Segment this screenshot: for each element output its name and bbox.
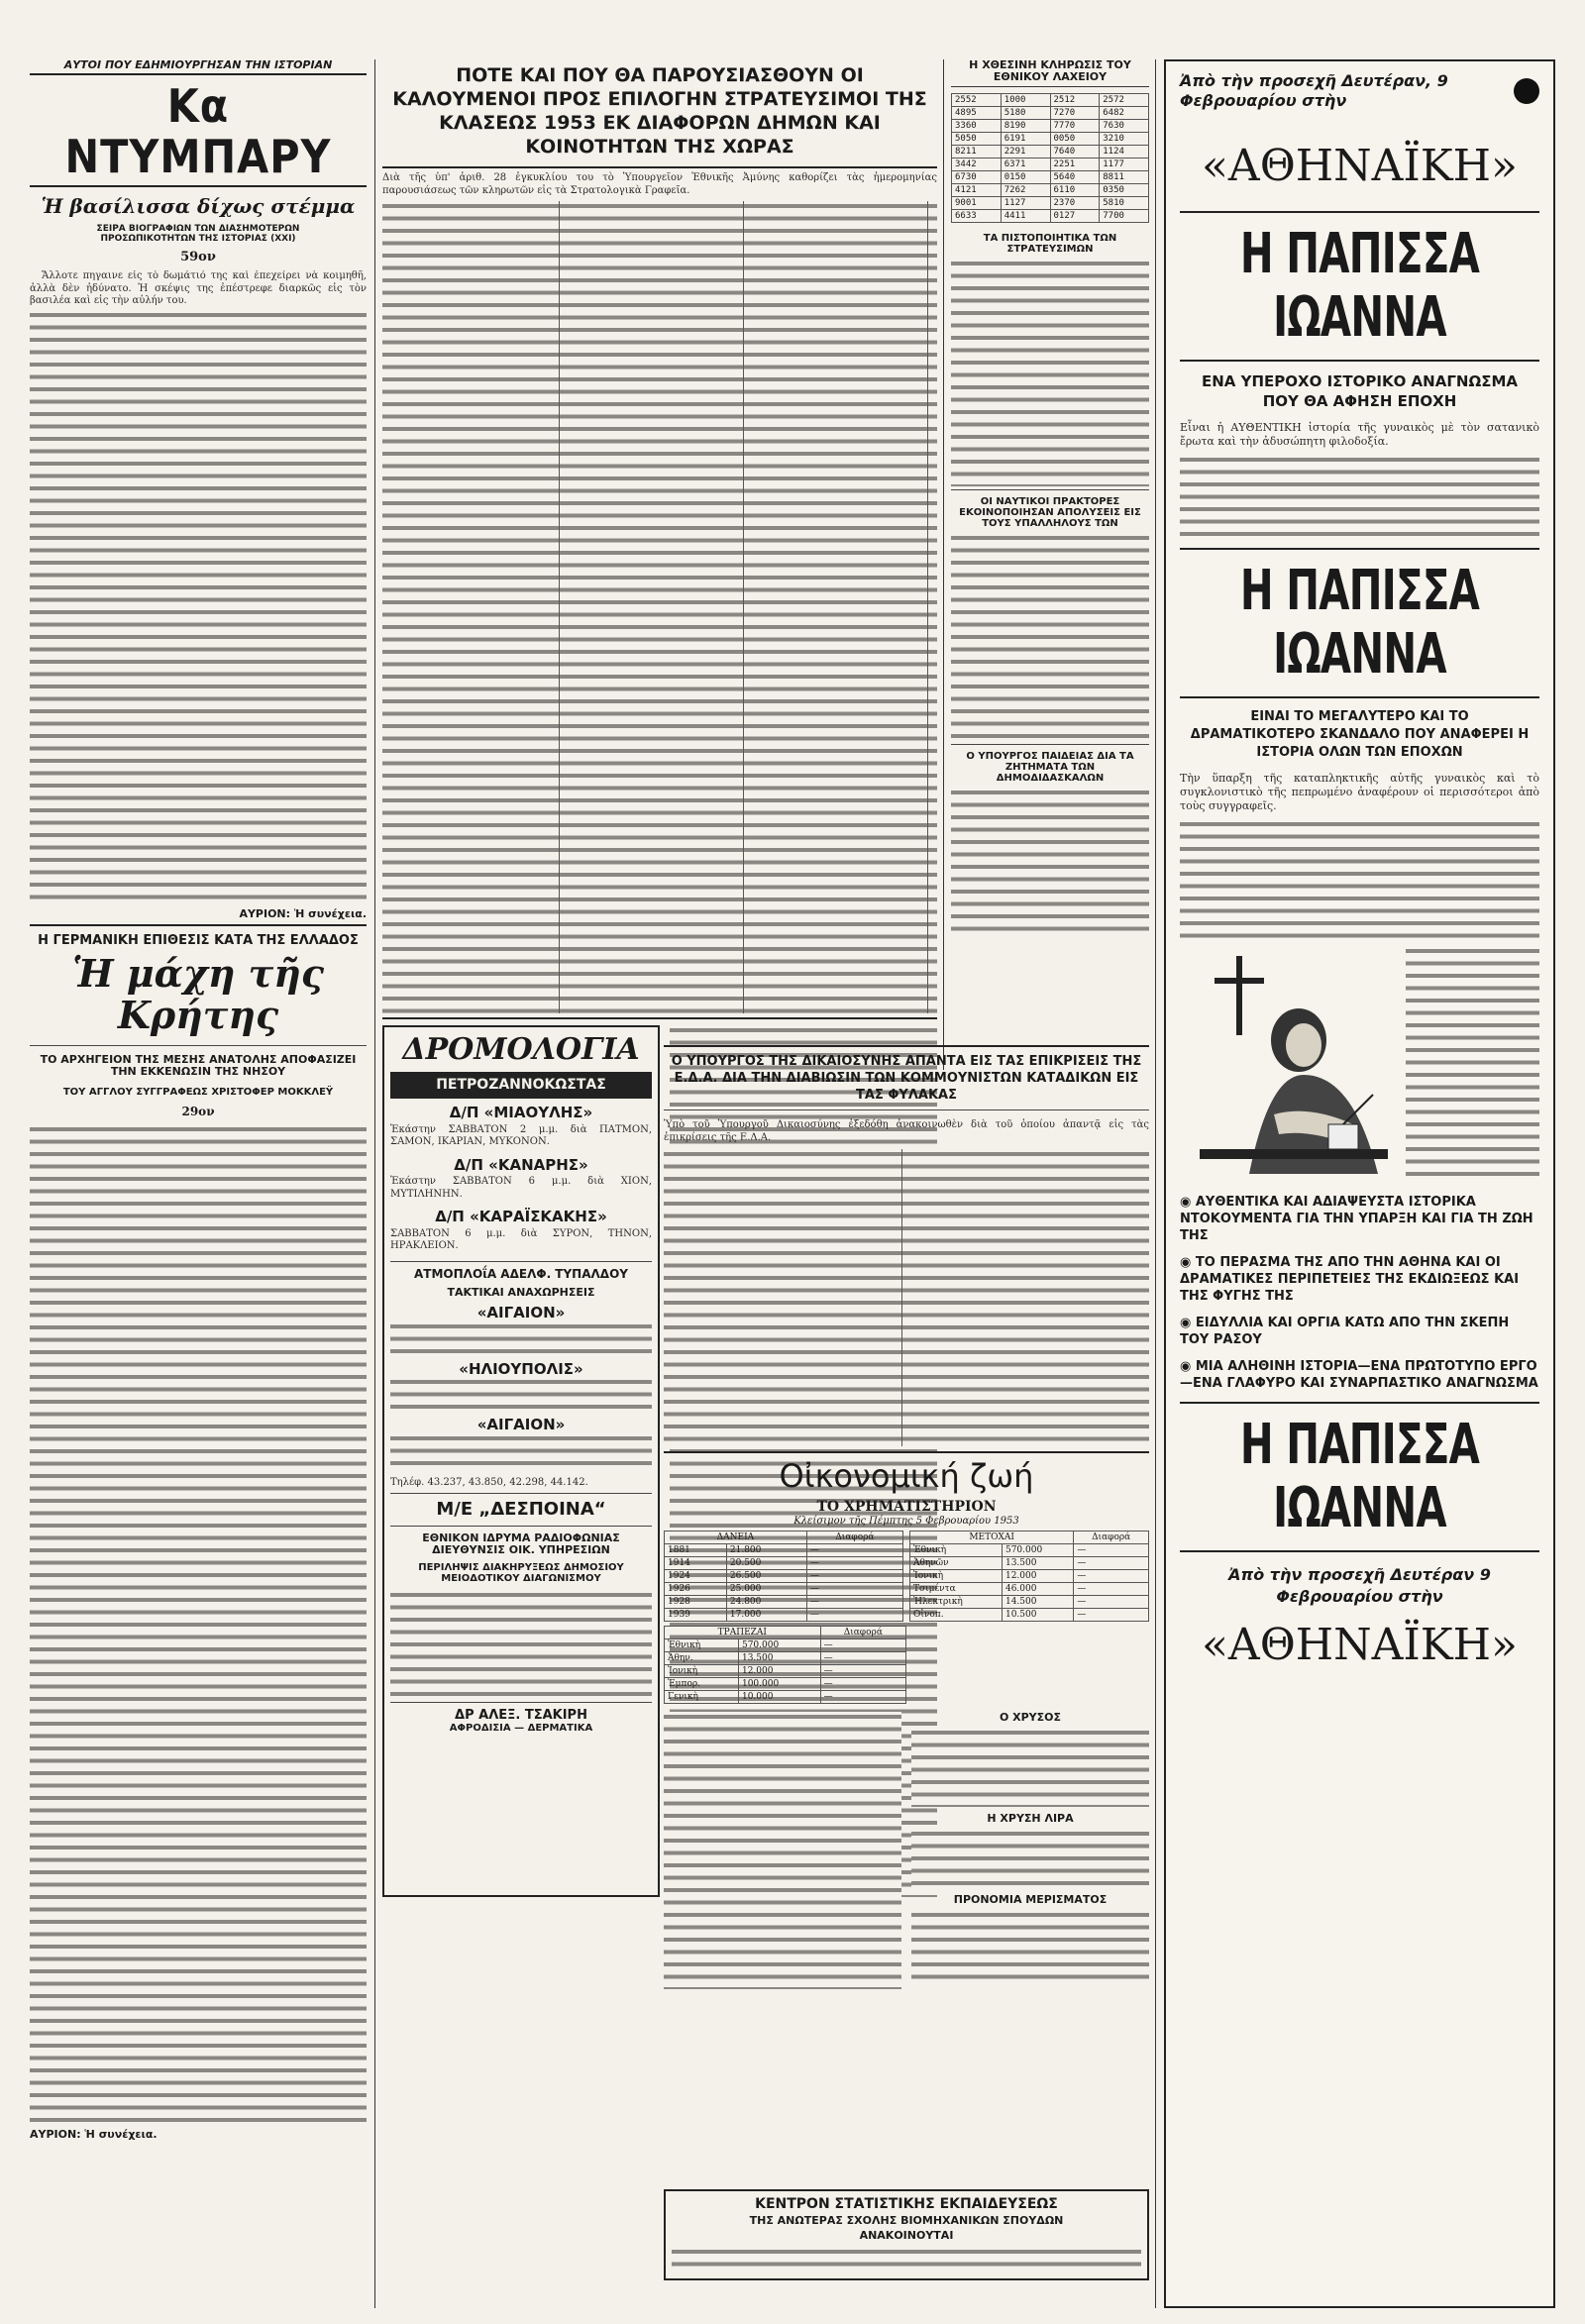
table-cell: 3442	[952, 158, 1002, 171]
table-cell: —	[1074, 1556, 1149, 1569]
ad-title-3: Η ΠΑΠΙΣΣΑ ΙΩΑΝΝΑ	[1239, 1413, 1480, 1540]
table-cell: 8811	[1100, 171, 1149, 184]
table-cell: 1000	[1001, 94, 1050, 107]
table-cell: —	[1074, 1595, 1149, 1608]
table-cell: —	[820, 1651, 905, 1664]
table-cell: Ἐθνικὴ	[910, 1543, 1003, 1556]
table-cell: 2552	[952, 94, 1002, 107]
table-cell: 1914	[665, 1556, 727, 1569]
table-cell: 1928	[665, 1595, 727, 1608]
table-cell: 4411	[1001, 210, 1050, 223]
table-row	[910, 1595, 1149, 1608]
ad-bullet-item: ◉ ΕΙΔΥΛΛΙΑ ΚΑΙ ΟΡΓΙΑ ΚΑΤΩ ΑΠΟ ΤΗΝ ΣΚΕΠΗ ΤΟΥ ΡΑΣΟΥ	[1180, 1315, 1539, 1348]
table-row	[952, 184, 1149, 197]
table-cell: 9001	[952, 197, 1002, 210]
dividend-title: ΠΡΟΝΟΜΙΑ ΜΕΡΙΣΜΑΤΟΣ	[953, 1892, 1108, 1906]
table-cell: 7262	[1001, 184, 1050, 197]
table-cell: 2251	[1050, 158, 1100, 171]
education-text	[951, 788, 1149, 936]
table-cell: Ἐμπορ.	[665, 1677, 739, 1690]
column-lottery	[951, 59, 1149, 1070]
table-cell: 7770	[1050, 120, 1100, 133]
stock-exchange-date: Κλείσιμον τῆς Πέμπτης 5 Φεβρουαρίου 1953	[793, 1515, 1019, 1527]
ad-blurb: Εἶναι ἡ ΑΥΘΕΝΤΙΚΗ ἱστορία τῆς γυναικὸς μὲ τὸν σατανικὸ ἔρωτα καὶ τὴν ἀδυσώπητη φιλοδοξία.	[1180, 421, 1539, 448]
ship-name-1: Δ/Π «ΜΙΑΟΥΛΗΣ»	[449, 1104, 593, 1122]
ad-teaser-bottom: Ἀπὸ τὴν προσεχῆ Δευτέραν 9 Φεβρουαρίου στὴν	[1228, 1565, 1491, 1606]
ship-route-2: Ἐκάστην ΣΑΒΒΑΤΟΝ 6 μ.μ. διὰ ΧΙΟΝ, ΜΥΤΙΛΗΝΗΝ.	[390, 1176, 652, 1200]
table-cell: 46.000	[1002, 1582, 1073, 1595]
table-cell: 0127	[1050, 210, 1100, 223]
ad-title-1: Η ΠΑΠΙΣΣΑ ΙΩΑΝΝΑ	[1239, 222, 1480, 350]
table-row	[910, 1569, 1149, 1582]
table-cell: 6371	[1001, 158, 1050, 171]
ad-blurb-2-more	[1180, 819, 1539, 938]
census-announce: ΑΝΑΚΟΙΝΟΥΤΑΙ	[859, 2229, 954, 2243]
biography-name: Κα ΝΤΥΜΠΑΡΥ	[64, 79, 332, 183]
table-cell: 20.500	[726, 1556, 806, 1569]
crete-author: ΤΟΥ ΑΓΓΛΟΥ ΣΥΓΓΡΑΦΕΩΣ ΧΡΙΣΤΟΦΕΡ ΜΟΚΚΛΕΫ	[62, 1086, 334, 1098]
table-row	[910, 1582, 1149, 1595]
ink-blot-icon	[1514, 78, 1539, 104]
table-cell: —	[806, 1595, 902, 1608]
table-row	[952, 158, 1149, 171]
banks-table: ΤΡΑΠΕΖΑΙ Διαφορά Ἐθνικὴ 570.000 — Ἀθην. 13.500 — Ἰονικὴ 12.000 — Ἐμπορ. 100.000 — Γενικὴ 10.000 —	[664, 1626, 906, 1704]
table-row	[665, 1638, 906, 1651]
biography-part: 59ον	[180, 250, 216, 265]
table-cell: 570.000	[738, 1638, 820, 1651]
ship-6-text	[390, 1433, 652, 1473]
table-cell: Ἐθνικὴ	[665, 1638, 739, 1651]
table-cell: 5810	[1100, 197, 1149, 210]
table-cell: 570.000	[1002, 1543, 1073, 1556]
table-cell: Ἀθην.	[665, 1651, 739, 1664]
table-cell: 1124	[1100, 146, 1149, 158]
biography-filler	[30, 310, 367, 905]
ship-route-3: ΣΑΒΒΑΤΟΝ 6 μ.μ. διὰ ΣΥΡΟΝ, ΤΗΝΟΝ, ΗΡΑΚΛΕΙΟΝ.	[390, 1227, 652, 1252]
table-cell: —	[806, 1556, 902, 1569]
shipping-schedule	[382, 1025, 660, 1897]
table-cell: 25.000	[726, 1582, 806, 1595]
table-cell: —	[806, 1569, 902, 1582]
stock-exchange-title: ΤΟ ΧΡΗΜΑΤΙΣΤΗΡΙΟΝ	[816, 1499, 997, 1516]
conscripts-text	[382, 201, 937, 1013]
table-cell: 8190	[1001, 120, 1050, 133]
ship-name-4: «ΑΙΓΑΙΟΝ»	[476, 1304, 566, 1322]
table-cell: Γενικὴ	[665, 1690, 739, 1703]
ad-teaser-top: Ἀπὸ τὴν προσεχῆ Δευτέραν, 9 Φεβρουαρίου στὴν	[1180, 71, 1448, 110]
table-cell: Οἰνοπ.	[910, 1608, 1003, 1621]
ship-4-text	[390, 1321, 652, 1361]
economy-section	[664, 1451, 1149, 1989]
ship-despoina: Μ/Ε „ΔΕΣΠΟΙΝΑ“	[436, 1499, 606, 1521]
radio-foundation: ΕΘΝΙΚΟΝ ΙΔΡΥΜΑ ΡΑΔΙΟΦΩΝΙΑΣ ΔΙΕΥΘΥΝΣΙΣ ΟΙΚ. ΥΠΗΡΕΣΙΩΝ	[422, 1531, 620, 1557]
table-cell: 8211	[952, 146, 1002, 158]
table-cell: —	[806, 1543, 902, 1556]
newspaper-page	[30, 59, 1555, 2308]
table-cell: —	[820, 1677, 905, 1690]
biography-subtitle: Ἡ βασίλισσα δίχως στέμμα	[41, 194, 356, 219]
ad-bullet-item: ◉ ΑΥΘΕΝΤΙΚΑ ΚΑΙ ΑΔΙΑΨΕΥΣΤΑ ΙΣΤΟΡΙΚΑ ΝΤΟΚΟΥΜΕΝΤΑ ΓΙΑ ΤΗΝ ΥΠΑΡΞΗ ΚΑΙ ΓΙΑ ΤΗ ΖΩΗ ΤΗΣ	[1180, 1194, 1539, 1244]
table-cell: 0350	[1100, 184, 1149, 197]
ad-tagline: ΕΝΑ ΥΠΕΡΟΧΟ ΙΣΤΟΡΙΚΟ ΑΝΑΓΝΩΣΜΑ ΠΟΥ ΘΑ ΑΦΗΣΗ ΕΠΟΧΗ	[1202, 372, 1518, 410]
table-row	[665, 1595, 903, 1608]
table-cell: 10.000	[738, 1690, 820, 1703]
ad-bullet-item: ◉ ΤΟ ΠΕΡΑΣΜΑ ΤΗΣ ΑΠΟ ΤΗΝ ΑΘΗΝΑ ΚΑΙ ΟΙ ΔΡΑΜΑΤΙΚΕΣ ΠΕΡΙΠΕΤΕΙΕΣ ΤΗΣ ΕΚΔΙΩΞΕΩΣ ΚΑΙ ΤΗΣ ΦΥΓΗΣ ΤΗΣ	[1180, 1254, 1539, 1305]
shares-table: ΜΕΤΟΧΑΙ Διαφορά Ἐθνικὴ 570.000 — Ἀθηνῶν 13.500 — Ἰονικὴ 12.000 — Τσιμέντα 46.000 — Ἠλεκτρικὴ 14.500 — Οἰνοπ. 10.500 —	[909, 1531, 1149, 1622]
lira-text	[911, 1829, 1149, 1888]
table-cell: 6191	[1001, 133, 1050, 146]
lira-title: Η ΧΡΥΣΗ ΛΙΡΑ	[987, 1811, 1074, 1825]
pope-joan-advert	[1164, 59, 1555, 2308]
table-row	[952, 120, 1149, 133]
table-cell: 24.800	[726, 1595, 806, 1608]
table-cell: 10.500	[1002, 1608, 1073, 1621]
census-text	[672, 2247, 1141, 2272]
table-row	[952, 107, 1149, 120]
table-cell: 21.800	[726, 1543, 806, 1556]
radio-tender: ΠΕΡΙΛΗΨΙΣ ΔΙΑΚΗΡΥΞΕΩΣ ΔΗΜΟΣΙΟΥ ΜΕΙΟΔΟΤΙΚΟΥ ΔΙΑΓΩΝΙΣΜΟΥ	[418, 1562, 624, 1585]
table-row	[665, 1664, 906, 1677]
table-cell: 2370	[1050, 197, 1100, 210]
table-cell: 1926	[665, 1582, 727, 1595]
table-cell: 5050	[952, 133, 1002, 146]
ad-side-text	[1406, 946, 1539, 1184]
shipping-phones: Τηλέφ. 43.237, 43.850, 42.298, 44.142.	[390, 1476, 588, 1488]
ship-name-6: «ΑΙΓΑΙΟΝ»	[476, 1416, 566, 1434]
table-row	[665, 1651, 906, 1664]
table-cell: 6482	[1100, 107, 1149, 120]
table-cell: Ἰονικὴ	[910, 1569, 1003, 1582]
table-cell: 13.500	[738, 1651, 820, 1664]
ship-5-text	[390, 1377, 652, 1417]
shipping-title: ΔΡΟΜΟΛΟΓΙΑ	[402, 1032, 640, 1067]
shipping-agency: ΠΕΤΡΟΖΑΝΝΟΚΩΣΤΑΣ	[390, 1072, 652, 1099]
table-row	[952, 197, 1149, 210]
table-row	[665, 1582, 903, 1595]
table-row	[952, 133, 1149, 146]
agents-text	[951, 533, 1149, 741]
table-cell: 17.000	[726, 1608, 806, 1621]
table-cell: Ἠλεκτρικὴ	[910, 1595, 1003, 1608]
table-cell: 4895	[952, 107, 1002, 120]
biography-text: Ἄλλοτε πηγαινε εἰς τὸ δωμάτιό της καὶ ἐπεχείρει νὰ κοιμηθῆ, ἀλλὰ δὲν ἠδύνατο. Ἡ σκέψις της ἐπέστρεφε διαρκῶς εἰς τὸν βασιλέα καὶ εἰς τὴν αὐλήν του.	[30, 270, 367, 904]
table-cell: 26.500	[726, 1569, 806, 1582]
table-row	[910, 1608, 1149, 1621]
agents-title: ΟΙ ΝΑΥΤΙΚΟΙ ΠΡΑΚΤΟΡΕΣ ΕΚΟΙΝΟΠΟΙΗΣΑΝ ΑΠΟΛΥΣΕΙΣ ΕΙΣ ΤΟΥΣ ΥΠΑΛΛΗΛΟΥΣ ΤΩΝ	[959, 496, 1141, 530]
crete-text	[30, 1124, 367, 2125]
crete-continued: ΑΥΡΙΟΝ: Ἡ συνέχεια.	[30, 2127, 158, 2141]
doctor-name: ΔΡ ΑΛΕΞ. ΤΣΑΚΙΡΗ	[455, 1708, 587, 1724]
table-cell: 1177	[1100, 158, 1149, 171]
table-cell: 1127	[1001, 197, 1050, 210]
table-cell: —	[820, 1690, 905, 1703]
table-cell: 6110	[1050, 184, 1100, 197]
table-cell: —	[1074, 1569, 1149, 1582]
ad-paper-bottom: «ΑΘΗΝΑΪΚΗ»	[1202, 1620, 1518, 1670]
table-cell: —	[806, 1608, 902, 1621]
certificates-title: ΤΑ ΠΙΣΤΟΠΟΙΗΤΙΚΑ ΤΩΝ ΣΤΡΑΤΕΥΣΙΜΩΝ	[983, 233, 1117, 256]
table-row	[952, 171, 1149, 184]
table-row	[665, 1569, 903, 1582]
table-row	[952, 146, 1149, 158]
economy-title: Οἰκονομική ζωή	[779, 1457, 1034, 1495]
table-cell: Τσιμέντα	[910, 1582, 1003, 1595]
table-cell: 12.000	[738, 1664, 820, 1677]
table-row	[910, 1556, 1149, 1569]
table-row	[952, 210, 1149, 223]
table-row	[665, 1677, 906, 1690]
column-rule	[943, 59, 944, 1070]
table-cell: 100.000	[738, 1677, 820, 1690]
shipping-company: ΑΤΜΟΠΛΟΐΑ ΑΔΕΛΦ. ΤΥΠΑΛΔΟΥ	[414, 1266, 628, 1281]
table-cell: Ἰονικὴ	[665, 1664, 739, 1677]
table-cell: 1881	[665, 1543, 727, 1556]
economy-text-left	[664, 1712, 901, 1989]
table-cell: Ἀθηνῶν	[910, 1556, 1003, 1569]
crete-title: Ἡ μάχη τῆς Κρήτης	[71, 950, 325, 1037]
dividend-text	[911, 1910, 1149, 1979]
table-cell: 6633	[952, 210, 1002, 223]
crete-subtitle: ΤΟ ΑΡΧΗΓΕΙΟΝ ΤΗΣ ΜΕΣΗΣ ΑΝΑΤΟΛΗΣ ΑΠΟΦΑΣΙΖΕΙ ΤΗΝ ΕΚΚΕΝΩΣΙΝ ΤΗΣ ΝΗΣΟΥ	[40, 1053, 357, 1079]
table-cell: 2512	[1050, 94, 1100, 107]
table-cell: 7270	[1050, 107, 1100, 120]
table-cell: 13.500	[1002, 1556, 1073, 1569]
table-cell: 1924	[665, 1569, 727, 1582]
table-cell: 1939	[665, 1608, 727, 1621]
census-subtitle: ΤΗΣ ΑΝΩΤΕΡΑΣ ΣΧΟΛΗΣ ΒΙΟΜΗΧΑΝΙΚΩΝ ΣΠΟΥΔΩΝ	[749, 2214, 1064, 2228]
certificates-text	[951, 259, 1149, 486]
conscripts-lead: Διὰ τῆς ὑπ' ἀριθ. 28 ἐγκυκλίου του τὸ Ὑπουργεῖον Ἐθνικῆς Ἀμύνης καθορίζει τὰς ἡμερομηνίας παρουσιάσεως τῶν κληρωτῶν εἰς τὰ Στρατολογικὰ Γραφεῖα.	[382, 172, 937, 196]
ad-paper-top: «ΑΘΗΝΑΪΚΗ»	[1202, 141, 1518, 191]
column-biography	[30, 59, 367, 2308]
table-row	[952, 94, 1149, 107]
table-cell: —	[806, 1582, 902, 1595]
lottery-table	[951, 93, 1149, 223]
census-title: ΚΕΝΤΡΟΝ ΣΤΑΤΙΣΤΙΚΗΣ ΕΚΠΑΙΔΕΥΣΕΩΣ	[755, 2196, 1058, 2212]
pope-joan-illustration	[1180, 946, 1398, 1184]
justice-lead: Ὑπὸ τοῦ Ὑπουργοῦ Δικαιοσύνης ἐξεδόθη ἀνακοινωθὲν διὰ τοῦ ὁποίου ἀπαντᾷ εἰς τὰς ἐπικρίσεις τῆς Ε.Δ.Α.	[664, 1119, 1149, 1143]
table-cell: 5180	[1001, 107, 1050, 120]
series-label: ΑΥΤΟΙ ΠΟΥ ΕΔΗΜΙΟΥΡΓΗΣΑΝ ΤΗΝ ΙΣΤΟΡΙΑΝ	[30, 59, 367, 75]
table-row	[665, 1543, 903, 1556]
table-cell: —	[1074, 1582, 1149, 1595]
table-cell: 4121	[952, 184, 1002, 197]
table-cell: 7640	[1050, 146, 1100, 158]
table-cell: 2572	[1100, 94, 1149, 107]
table-cell: 6730	[952, 171, 1002, 184]
table-row	[665, 1556, 903, 1569]
table-cell: —	[820, 1664, 905, 1677]
justice-title: Ο ΥΠΟΥΡΓΟΣ ΤΗΣ ΔΙΚΑΙΟΣΥΝΗΣ ΑΠΑΝΤΑ ΕΙΣ ΤΑΣ ΕΠΙΚΡΙΣΕΙΣ ΤΗΣ Ε.Δ.Α. ΔΙΑ ΤΗΝ ΔΙΑΒΙΩΣΙΝ ΤΩΝ ΚΟΜΜΟΥΝΙΣΤΩΝ ΚΑΤΑΔΙΚΩΝ ΕΙΣ ΤΑΣ ΦΥΛΑΚΑΣ	[671, 1054, 1142, 1103]
ad-bullet-item: ◉ ΜΙΑ ΑΛΗΘΙΝΗ ΙΣΤΟΡΙΑ—ΕΝΑ ΠΡΩΤΟΤΥΠΟ ΕΡΓΟ—ΕΝΑ ΓΛΑΦΥΡΟ ΚΑΙ ΣΥΝΑΡΠΑΣΤΙΚΟ ΑΝΑΓΝΩΣΜΑ	[1180, 1358, 1539, 1392]
table-cell: 14.500	[1002, 1595, 1073, 1608]
table-cell: 3210	[1100, 133, 1149, 146]
ad-bullets	[1180, 1194, 1539, 1392]
table-cell: —	[1074, 1543, 1149, 1556]
table-row	[665, 1690, 906, 1703]
ad-scandal: ΕΙΝΑΙ ΤΟ ΜΕΓΑΛΥΤΕΡΟ ΚΑΙ ΤΟ ΔΡΑΜΑΤΙΚΟΤΕΡΟ ΣΚΑΝΔΑΛΟ ΠΟΥ ΑΝΑΦΕΡΕΙ Η ΙΣΤΟΡΙΑ ΟΛΩΝ ΤΩΝ ΕΠΟΧΩΝ	[1190, 709, 1530, 760]
gold-title: Ο ΧΡΥΣΟΣ	[999, 1710, 1062, 1724]
table-cell: —	[820, 1638, 905, 1651]
table-cell: 3360	[952, 120, 1002, 133]
conscripts-headline: ΠΟΤΕ ΚΑΙ ΠΟΥ ΘΑ ΠΑΡΟΥΣΙΑΣΘΟΥΝ ΟΙ ΚΑΛΟΥΜΕΝΟΙ ΠΡΟΣ ΕΠΙΛΟΓΗΝ ΣΤΡΑΤΕΥΣΙΜΟΙ ΤΗΣ ΚΛΑΣΕΩΣ 1953 ΕΚ ΔΙΑΦΟΡΩΝ ΔΗΜΩΝ ΚΑΙ ΚΟΙΝΟΤΗΤΩΝ ΤΗΣ ΧΩΡΑΣ	[392, 64, 927, 158]
loans-table: ΔΑΝΕΙΑ Διαφορά 1881 21.800 — 1914 20.500 — 1924 26.500 — 1926 25.000 — 1928 24.800 — 1939 17.000 —	[664, 1531, 903, 1622]
table-cell: 7700	[1100, 210, 1149, 223]
column-rule	[1155, 59, 1156, 2308]
doctor-specialty: ΑΦΡΟΔΙΣΙΑ — ΔΕΡΜΑΤΙΚΑ	[449, 1723, 593, 1735]
biography-kicker: ΣΕΙΡΑ ΒΙΟΓΡΑΦΙΩΝ ΤΩΝ ΔΙΑΣΗΜΟΤΕΡΩΝ ΠΡΟΣΩΠΙΚΟΤΗΤΩΝ ΤΗΣ ΙΣΤΟΡΙΑΣ (ΧΧΙ)	[96, 224, 300, 245]
lottery-title: Η ΧΘΕΣΙΝΗ ΚΛΗΡΩΣΙΣ ΤΟΥ ΕΘΝΙΚΟΥ ΛΑΧΕΙΟΥ	[951, 59, 1149, 87]
ship-route-1: Ἐκάστην ΣΑΒΒΑΤΟΝ 2 μ.μ. διὰ ΠΑΤΜΟΝ, ΣΑΜΟΝ, ΙΚΑΡΙΑΝ, ΜΥΚΟΝΟΝ.	[390, 1123, 652, 1148]
table-cell: —	[1074, 1608, 1149, 1621]
table-cell: 0150	[1001, 171, 1050, 184]
table-row	[910, 1543, 1149, 1556]
ship-name-2: Δ/Π «ΚΑΝΑΡΗΣ»	[454, 1155, 588, 1174]
radio-text	[390, 1590, 652, 1699]
column-rule	[374, 59, 375, 2308]
gold-text	[911, 1728, 1149, 1807]
table-cell: 5640	[1050, 171, 1100, 184]
biography-continued: ΑΥΡΙΟΝ: Ἡ συνέχεια.	[239, 907, 367, 921]
table-cell: 12.000	[1002, 1569, 1073, 1582]
justice-text	[664, 1149, 1149, 1446]
education-title: Ο ΥΠΟΥΡΓΟΣ ΠΑΙΔΕΙΑΣ ΔΙΑ ΤΑ ΖΗΤΗΜΑΤΑ ΤΩΝ ΔΗΜΟΔΙΔΑΣΚΑΛΩΝ	[966, 751, 1134, 785]
justice-header	[664, 1045, 1149, 1110]
ship-name-5: «ΗΛΙΟΥΠΟΛΙΣ»	[459, 1359, 583, 1378]
ad-title-2: Η ΠΑΠΙΣΣΑ ΙΩΑΝΝΑ	[1239, 559, 1480, 687]
crete-kicker: Η ΓΕΡΜΑΝΙΚΗ ΕΠΙΘΕΣΙΣ ΚΑΤΑ ΤΗΣ ΕΛΛΑΔΟΣ	[38, 933, 359, 949]
shipping-lines: ΤΑΚΤΙΚΑΙ ΑΝΑΧΩΡΗΣΕΙΣ	[447, 1286, 595, 1300]
table-cell: 2291	[1001, 146, 1050, 158]
table-cell: 0050	[1050, 133, 1100, 146]
table-cell: 7630	[1100, 120, 1149, 133]
ship-name-3: Δ/Π «ΚΑΡΑΪΣΚΑΚΗΣ»	[435, 1208, 607, 1226]
table-row	[665, 1608, 903, 1621]
ad-blurb-more	[1180, 455, 1539, 544]
census-notice	[664, 2189, 1149, 2280]
ad-blurb-2: Τὴν ὕπαρξη τῆς καταπληκτικῆς αὐτῆς γυναικὸς καὶ τὸ συγκλονιστικὸ τῆς πεπρωμένο ἀναφέρουν οἱ περισσότεροι ἀπὸ τοὺς συγγραφεῖς.	[1180, 772, 1539, 812]
crete-part: 29ον	[181, 1104, 215, 1118]
